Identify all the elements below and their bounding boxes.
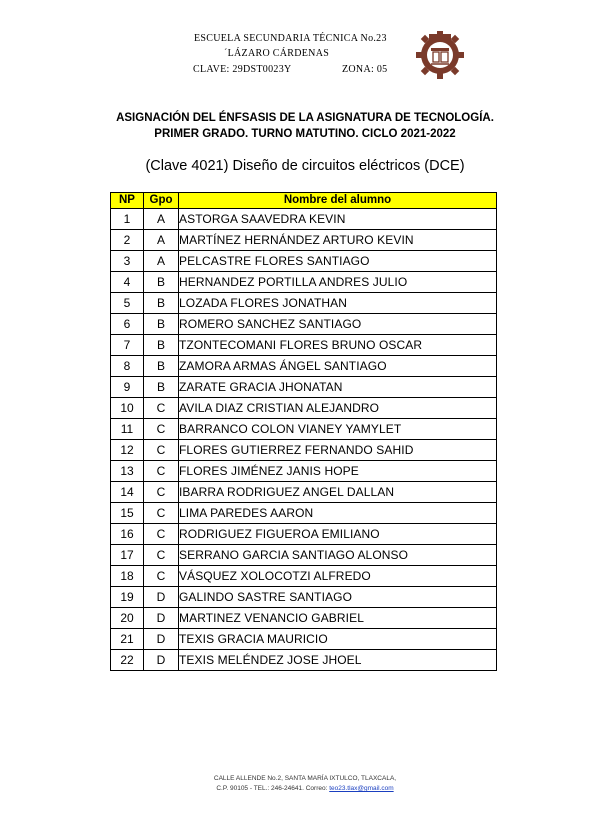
footer-contact: [0, 785, 610, 792]
table-row: [111, 293, 497, 314]
column-header-name: Nombre del alumno: [179, 193, 497, 209]
document-subtitle: (Clave 4021) Diseño de circuitos eléctricos (DCE): [145, 158, 465, 174]
table-row: [111, 272, 497, 293]
row-name-cell: PELCASTRE FLORES SANTIAGO: [179, 251, 497, 272]
row-name-cell: TEXIS GRACIA MAURICIO: [179, 629, 497, 650]
row-np-cell: 19: [111, 587, 144, 608]
row-group-cell: B: [144, 293, 179, 314]
row-name-cell: ROMERO SANCHEZ SANTIAGO: [179, 314, 497, 335]
footer-phone: C.P. 90105 - TEL.: 246-24641. Correo:: [216, 785, 328, 792]
row-group-cell: A: [144, 251, 179, 272]
row-group-cell: B: [144, 272, 179, 293]
document-title-line2: PRIMER GRADO. TURNO MATUTINO. CICLO 2021-2022: [154, 128, 456, 140]
row-name-cell: HERNANDEZ PORTILLA ANDRES JULIO: [179, 272, 497, 293]
row-np-cell: 1: [111, 209, 144, 230]
row-group-cell: C: [144, 545, 179, 566]
row-np-cell: 20: [111, 608, 144, 629]
row-np-cell: 22: [111, 650, 144, 671]
row-group-cell: C: [144, 461, 179, 482]
row-name-cell: TEXIS MELÉNDEZ JOSE JHOEL: [179, 650, 497, 671]
footer-email-link[interactable]: teo23.tlax@gmail.com: [329, 785, 394, 792]
row-name-cell: ASTORGA SAAVEDRA KEVIN: [179, 209, 497, 230]
row-name-cell: LOZADA FLORES JONATHAN: [179, 293, 497, 314]
table-row: [111, 650, 497, 671]
table-row: [111, 629, 497, 650]
table-row: [111, 209, 497, 230]
row-np-cell: 5: [111, 293, 144, 314]
row-np-cell: 7: [111, 335, 144, 356]
school-crest-icon: [415, 28, 465, 80]
row-group-cell: D: [144, 650, 179, 671]
row-name-cell: VÁSQUEZ XOLOCOTZI ALFREDO: [179, 566, 497, 587]
row-name-cell: BARRANCO COLON VIANEY YAMYLET: [179, 419, 497, 440]
school-zona: ZONA: 05: [342, 64, 388, 75]
row-group-cell: B: [144, 314, 179, 335]
document-title-line1: ASIGNACIÓN DEL ÉNFSASIS DE LA ASIGNATURA DE TECNOLOGÍA.: [116, 112, 494, 124]
row-group-cell: B: [144, 335, 179, 356]
table-row: [111, 587, 497, 608]
table-row: [111, 545, 497, 566]
row-name-cell: IBARRA RODRIGUEZ ANGEL DALLAN: [179, 482, 497, 503]
row-np-cell: 11: [111, 419, 144, 440]
row-np-cell: 18: [111, 566, 144, 587]
table-row: [111, 419, 497, 440]
row-group-cell: C: [144, 419, 179, 440]
row-np-cell: 16: [111, 524, 144, 545]
row-group-cell: A: [144, 230, 179, 251]
row-name-cell: GALINDO SASTRE SANTIAGO: [179, 587, 497, 608]
row-name-cell: FLORES GUTIERREZ FERNANDO SAHID: [179, 440, 497, 461]
row-np-cell: 14: [111, 482, 144, 503]
row-np-cell: 13: [111, 461, 144, 482]
row-group-cell: D: [144, 608, 179, 629]
table-row: [111, 398, 497, 419]
row-name-cell: ZARATE GRACIA JHONATAN: [179, 377, 497, 398]
row-np-cell: 2: [111, 230, 144, 251]
row-name-cell: MARTÍNEZ HERNÁNDEZ ARTURO KEVIN: [179, 230, 497, 251]
row-group-cell: C: [144, 398, 179, 419]
table-row: [111, 440, 497, 461]
school-honoree: ´LÁZARO CÁRDENAS: [224, 48, 330, 59]
table-row: [111, 566, 497, 587]
row-group-cell: B: [144, 377, 179, 398]
row-name-cell: SERRANO GARCIA SANTIAGO ALONSO: [179, 545, 497, 566]
row-np-cell: 10: [111, 398, 144, 419]
column-header-np: NP: [111, 193, 144, 209]
row-name-cell: FLORES JIMÉNEZ JANIS HOPE: [179, 461, 497, 482]
row-name-cell: LIMA PAREDES AARON: [179, 503, 497, 524]
row-group-cell: C: [144, 524, 179, 545]
row-group-cell: C: [144, 482, 179, 503]
school-name: ESCUELA SECUNDARIA TÉCNICA No.23: [194, 33, 387, 44]
row-group-cell: B: [144, 356, 179, 377]
column-header-gpo: Gpo: [144, 193, 179, 209]
row-name-cell: ZAMORA ARMAS ÁNGEL SANTIAGO: [179, 356, 497, 377]
row-np-cell: 17: [111, 545, 144, 566]
table-header-row: [111, 193, 497, 209]
row-np-cell: 4: [111, 272, 144, 293]
table-row: [111, 377, 497, 398]
row-group-cell: C: [144, 440, 179, 461]
row-np-cell: 9: [111, 377, 144, 398]
row-np-cell: 8: [111, 356, 144, 377]
row-group-cell: C: [144, 503, 179, 524]
student-roster-table: [110, 192, 497, 671]
row-np-cell: 3: [111, 251, 144, 272]
table-row: [111, 335, 497, 356]
table-row: [111, 461, 497, 482]
row-np-cell: 15: [111, 503, 144, 524]
row-group-cell: D: [144, 587, 179, 608]
row-name-cell: AVILA DIAZ CRISTIAN ALEJANDRO: [179, 398, 497, 419]
row-name-cell: TZONTECOMANI FLORES BRUNO OSCAR: [179, 335, 497, 356]
footer-address: CALLE ALLENDE No.2, SANTA MARÍA IXTULCO, TLAXCALA,: [213, 775, 397, 782]
table-row: [111, 608, 497, 629]
table-row: [111, 482, 497, 503]
school-clave: CLAVE: 29DST0023Y: [193, 64, 292, 75]
row-np-cell: 6: [111, 314, 144, 335]
row-name-cell: RODRIGUEZ FIGUEROA EMILIANO: [179, 524, 497, 545]
table-row: [111, 524, 497, 545]
row-name-cell: MARTINEZ VENANCIO GABRIEL: [179, 608, 497, 629]
row-group-cell: D: [144, 629, 179, 650]
table-row: [111, 314, 497, 335]
row-group-cell: A: [144, 209, 179, 230]
table-row: [111, 503, 497, 524]
table-row: [111, 251, 497, 272]
table-row: [111, 230, 497, 251]
row-np-cell: 12: [111, 440, 144, 461]
row-group-cell: C: [144, 566, 179, 587]
table-row: [111, 356, 497, 377]
row-np-cell: 21: [111, 629, 144, 650]
